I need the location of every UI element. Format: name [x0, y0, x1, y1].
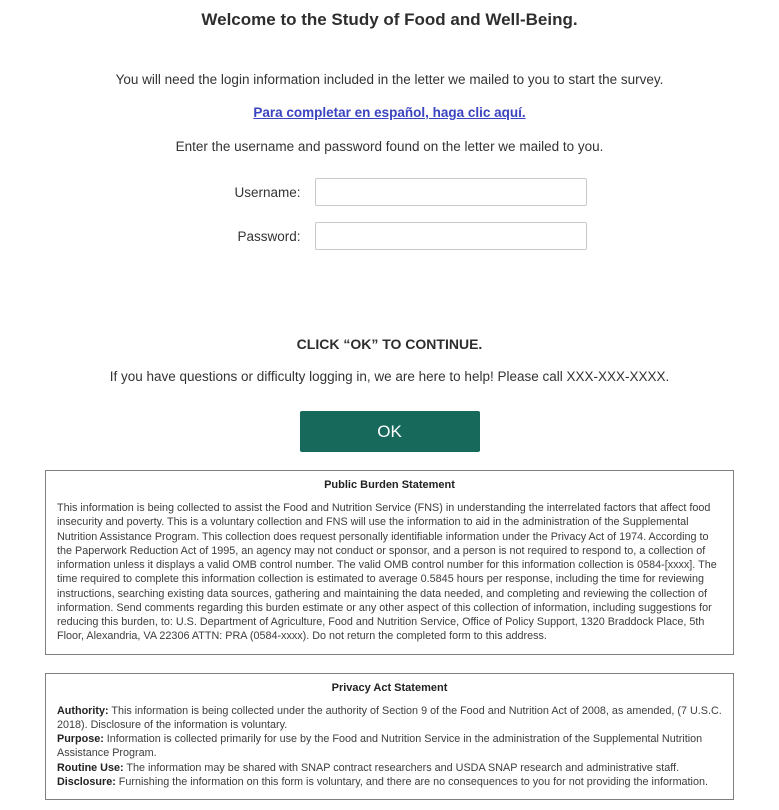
spanish-link-wrap: [0, 104, 779, 122]
privacy-authority-label: Authority:: [57, 704, 109, 717]
privacy-disclosure-label: Disclosure:: [57, 775, 116, 788]
click-ok-note: CLICK “OK” TO CONTINUE.: [296, 336, 483, 352]
privacy-authority-text: This information is being collected under the authority of Section 9 of the Food and Nutrition Act of 2008, as amended, (7 U.S.C. 2018). Disclosure of the information is voluntary.: [57, 704, 722, 731]
login-form: [175, 178, 605, 250]
privacy-routine-use-line: [57, 761, 722, 775]
privacy-act-title: Privacy Act Statement: [331, 681, 448, 694]
ok-button[interactable]: OK: [300, 411, 480, 452]
username-label: Username:: [234, 184, 301, 200]
public-burden-body: This information is being collected to assist the Food and Nutrition Service (FNS) in understanding the interrelated factors that affect food insecurity and poverty. This is a voluntary collection and FNS will use the information to aid in the administration of the Supplemental Nutrition Assistance Program. This collection does request personally identifiable information under the Privacy Act of 1974. According to the Paperwork Reduction Act of 1995, an agency may not conduct or sponsor, and a person is not required to respond to, a collection of information unless it displays a valid OMB control number. The valid OMB control number for this information collection is 0584-[xxxx]. The time required to complete this information collection is estimated to average 0.5845 hours per response, including the time for reviewing instructions, searching existing data sources, gathering and maintaining the data needed, and completing and reviewing the collection of information. Send comments regarding this burden estimate or any other aspect of this collection of information, including suggestions for reducing this burden, to: U.S. Department of Agriculture, Food and Nutrition Service, Office of Policy Support, 1320 Braddock Place, 5th Floor, Alexandria, VA 22306 ATTN: PRA (0584-xxxx). Do not return the completed form to this address.: [57, 502, 717, 643]
spanish-language-link[interactable]: Para completar en español, haga clic aquí.: [253, 105, 526, 120]
privacy-authority-line: [57, 704, 722, 733]
privacy-purpose-text: Information is collected primarily for use by the Food and Nutrition Service in the administration of the Supplemental Nutrition Assistance Program.: [57, 733, 703, 760]
privacy-routine-use-label: Routine Use:: [57, 761, 124, 774]
page-title: Welcome to the Study of Food and Well-Being.: [201, 10, 578, 29]
password-label: Password:: [237, 228, 301, 244]
privacy-disclosure-line: [57, 775, 722, 789]
password-row: [175, 222, 605, 250]
privacy-disclosure-text: Furnishing the information on this form is voluntary, and there are no consequences to you for not providing the information.: [115, 775, 708, 788]
privacy-act-body: [57, 704, 722, 790]
privacy-act-statement-box: [45, 673, 734, 801]
privacy-purpose-line: [57, 732, 722, 761]
username-row: [175, 178, 605, 206]
username-input[interactable]: [315, 178, 587, 206]
privacy-routine-use-text: The information may be shared with SNAP contract researchers and USDA SNAP research and administrative staff.: [123, 761, 680, 774]
public-burden-statement-box: [45, 470, 734, 655]
privacy-purpose-label: Purpose:: [57, 733, 104, 745]
password-input[interactable]: [315, 222, 587, 250]
public-burden-title: Public Burden Statement: [324, 479, 455, 491]
help-text: If you have questions or difficulty logging in, we are here to help! Please call XXX-XXX-XXXX.: [109, 369, 670, 384]
ok-button-wrap: [0, 411, 779, 452]
bottom-spacer: [0, 800, 779, 810]
instruction-text: Enter the username and password found on the letter we mailed to you.: [175, 139, 604, 154]
intro-text: You will need the login information included in the letter we mailed to you to start the survey.: [115, 72, 664, 87]
